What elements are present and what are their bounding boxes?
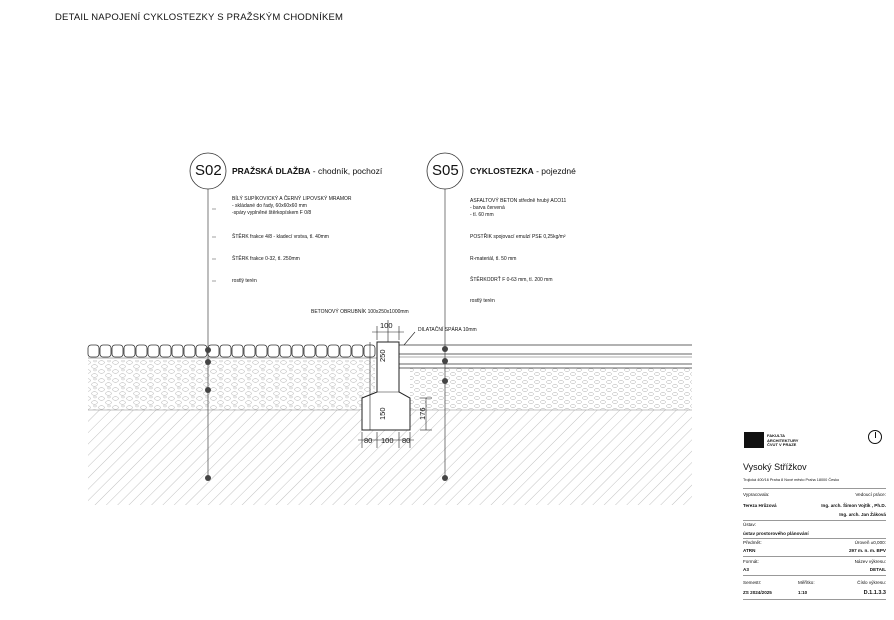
phase: ATRN <box>743 548 756 553</box>
drawing-title: DETAIL NAPOJENÍ CYKLOSTEZKY S PRAŽSKÝM CHODNÍKEM <box>55 12 344 23</box>
title-block <box>740 426 888 616</box>
s05-layer-2: - barva červená <box>470 205 505 211</box>
gravel-s02 <box>88 360 375 410</box>
s05-name-bold: CYKLOSTEZKA <box>470 166 534 176</box>
supervisor-label: Vedoucí práce: <box>855 492 886 497</box>
s02-name <box>232 166 382 176</box>
institute: ústav prostorového plánování <box>743 531 809 536</box>
faculty-name: FAKULTA ARCHITEKTURY ČVUT V PRAZE <box>767 433 799 448</box>
elevation-label: Úroveň ±0,000: <box>854 540 886 545</box>
institute-label: Ústav: <box>743 522 757 527</box>
author: Tereza Hrůzová <box>743 503 777 508</box>
s05-layer-5: R-materiál, tl. 50 mm <box>470 256 517 262</box>
project-name: Vysoký Střížkov <box>743 462 807 472</box>
content: DETAIL <box>869 567 886 572</box>
format: A3 <box>743 567 749 572</box>
s05-layer-7: rostlý terén <box>470 298 495 304</box>
north-arrow-icon <box>868 430 882 444</box>
supervisor-1: Ing. arch. Šimon Vojtík , Ph.D. <box>821 503 886 508</box>
dim-250: 250 <box>378 349 387 362</box>
scale: 1:10 <box>798 590 808 595</box>
dim-b2: 100 <box>381 436 394 445</box>
curb-label: BETONOVÝ OBRUBNÍK 100x250x1000mm <box>311 309 409 315</box>
s02-name-rest: - chodník, pochozí <box>310 166 383 176</box>
dim-150: 150 <box>378 407 387 420</box>
s02-layer-6: rostlý terén <box>232 278 257 284</box>
phase-label: Předmět: <box>743 540 762 545</box>
drawing-number: D.1.1.3.3 <box>863 590 886 596</box>
dim-b3: 80 <box>402 436 411 445</box>
s05-code: S05 <box>432 162 459 179</box>
s02-layer-2: - skládané do řady, 60x60x60 mm <box>232 203 307 209</box>
s05-layer-3: - tl. 60 mm <box>470 212 494 218</box>
s02-layer-1: BÍLÝ SUPÍKOVICKÝ A ČERNÝ LIPOVSKÝ MRAMOR <box>232 196 352 202</box>
s02-layer-4: ŠTĚRK frakce 4/8 - kladecí vrstva, tl. 40mm <box>232 234 329 240</box>
dim-176: 176 <box>418 407 427 420</box>
s05-name-rest: - pojezdné <box>533 166 576 176</box>
dim-top: 100 <box>380 321 393 330</box>
supervisor-2: Ing. arch. Jan Žáková <box>839 512 886 517</box>
s02-name-bold: PRAŽSKÁ DLAŽBA <box>232 166 311 176</box>
author-label: Vypracovala: <box>743 492 770 497</box>
scale-label: Měřítko: <box>798 580 815 585</box>
s05-name <box>470 166 576 176</box>
s02-layer-3: -spáry vyplněné štěrkopískem F 0/8 <box>232 210 312 216</box>
semester-label: Semestr: <box>743 580 762 585</box>
project-address: Trojická 400/16 Praha 8 Nové město Praha 18000 Česko <box>743 478 840 482</box>
semester: ZS 2024/2025 <box>743 590 772 595</box>
number-label: Číslo výkresu: <box>857 580 886 585</box>
faculty-logo <box>744 432 764 448</box>
format-label: Formát: <box>743 559 759 564</box>
s05-layer-1: ASFALTOVÝ BETON středně hrubý ACO11 <box>470 198 567 204</box>
dim-b1: 80 <box>364 436 373 445</box>
elevation: 297 m. n. m. BPV <box>848 548 886 553</box>
s02-layer-5: ŠTĚRK frakce 0-32, tl. 250mm <box>232 256 300 262</box>
gravel-s05 <box>410 368 692 410</box>
content-label: Název výkresu: <box>854 559 886 564</box>
s02-code: S02 <box>195 162 222 179</box>
joint-label: DILATAČNÍ SPÁRA 10mm <box>418 327 477 333</box>
s05-layer-4: POSTŘIK spojovací emulzí PSE 0,25kg/m² <box>470 234 566 240</box>
paving-stones <box>88 345 375 357</box>
s05-layer-6: ŠTĚRKODRŤ F 0-63 mm, tl. 200 mm <box>470 277 553 283</box>
